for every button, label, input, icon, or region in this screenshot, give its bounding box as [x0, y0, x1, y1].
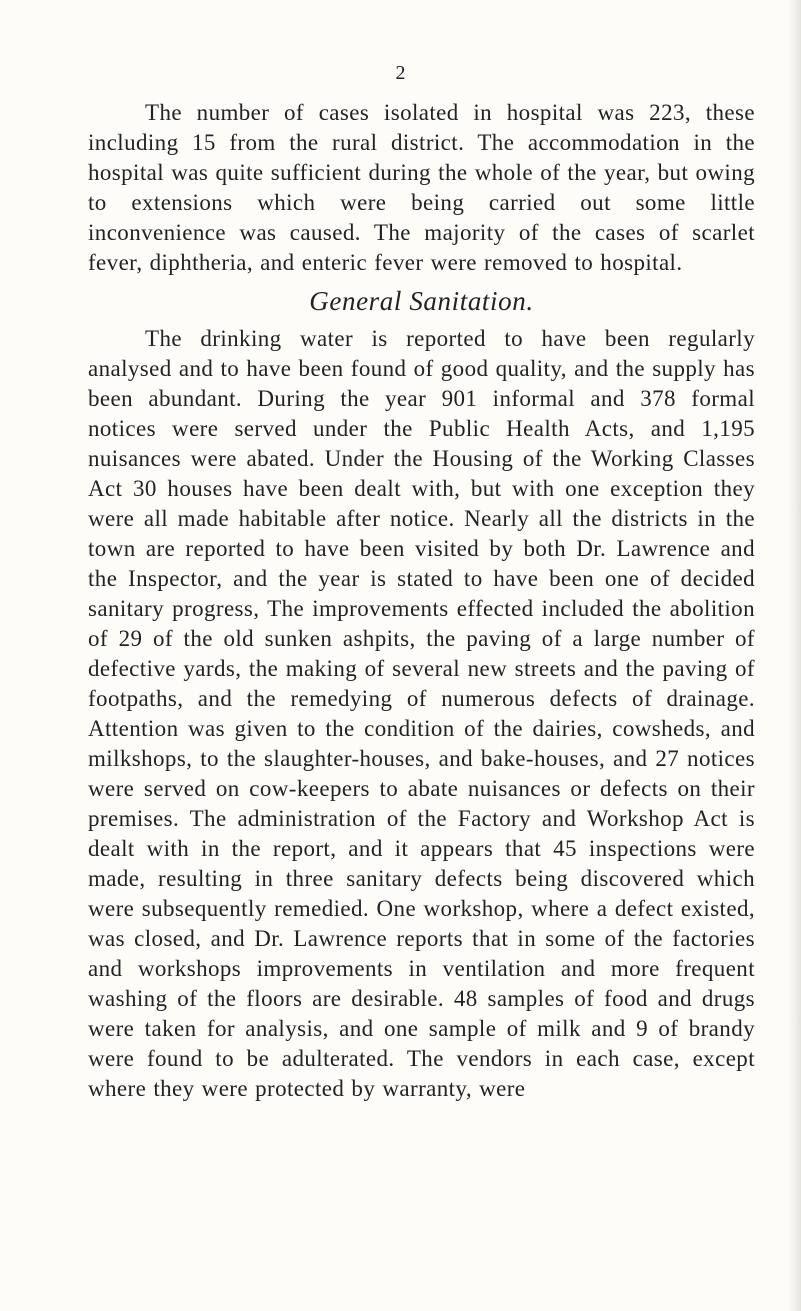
paragraph-hospital-cases: The number of cases isolated in hospital was 223, these including 15 from the rural district. The accommodation in the hospital was quite sufficient during the whole of the year, but owing to extensions which were being carried out some little inconvenience was caused. The majority of the cases of scarlet fever, diphtheria, and enteric fever were removed to hospital.: [88, 100, 755, 275]
section-heading-general-sanitation: General Sanitation.: [309, 286, 534, 316]
paragraph-general-sanitation: The drinking water is reported to have been regularly analysed and to have been found of good quality, and the supply has been abundant. During the year 901 informal and 378 formal notices were served under the Public Health Acts, and 1,195 nuisances were abated. Under the Housing of the Working Classes Act 30 houses have been dealt with, but with one exception they were all made habitable after notice. Nearly all the districts in the town are reported to have been visited by both Dr. Lawrence and the Inspector, and the year is stated to have been one of decided sanitary progress, The improvements effected included the abolition of 29 of the old sunken ashpits, the paving of a large number of defective yards, the making of several new streets and the paving of footpaths, and the remedying of numerous defects of drainage. Attention was given to the condition of the dairies, cowsheds, and milkshops, to the slaughter-houses, and bake-houses, and 27 notices were served on cow-keepers to abate nuisances or defects on their premises. The administration of the Factory and Workshop Act is dealt with in the report, and it appears that 45 inspections were made, resulting in three sanitary defects being discovered which were subsequently remedied. One workshop, where a defect existed, was closed, and Dr. Lawrence reports that in some of the factories and workshops improvements in ventilation and more frequent washing of the floors are desirable. 48 samples of food and drugs were taken for analysis, and one sample of milk and 9 of brandy were found to be adulterated. The vendors in each case, except where they were protected by warranty, were: [88, 326, 755, 1101]
document-body: [88, 98, 755, 1104]
page-edge-shadow: [787, 0, 801, 1311]
page-number: 2: [395, 62, 406, 84]
